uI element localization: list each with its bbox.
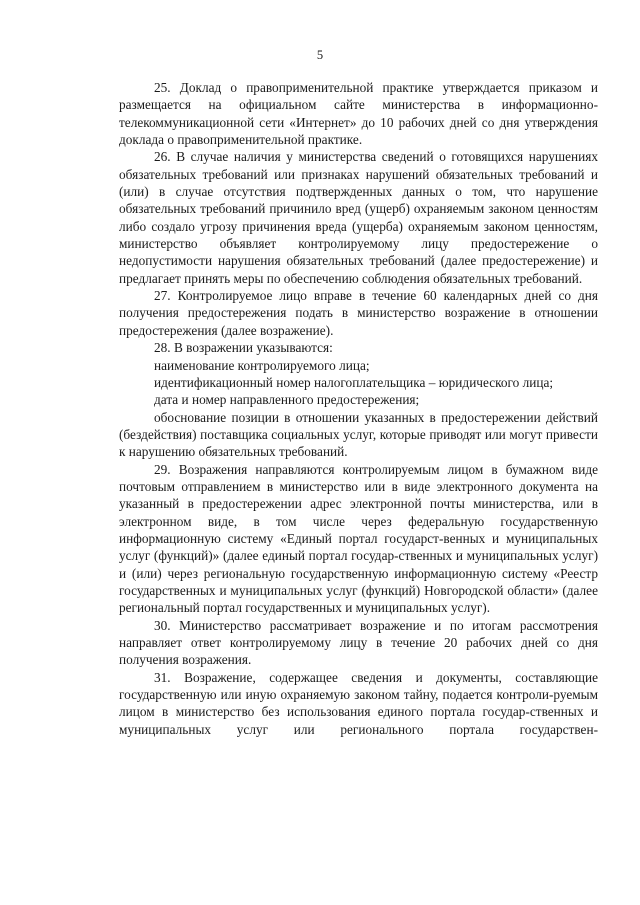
paragraph-30: 30. Министерство рассматривает возражение и по итогам рассмотрения направляет ответ контролируемому лицу в течение 20 рабочих дней со дня получения возражения. <box>119 617 598 668</box>
paragraph-27: 27. Контролируемое лицо вправе в течение 60 календарных дней со дня получения предостережения подать в министерство возражение в отношении предостережения (далее возражение). <box>119 288 598 338</box>
paragraph-29: 29. Возражения направляются контролируемым лицом в бумажном виде почтовым отправлением в министерство или в виде электронного документа на указанный в предостережении адрес электронной почты министерства, или в электронном виде, в том числе через федеральную государственную информационную систему «Единый портал государст-венных и муниципальных услуг (функций)» (далее единый портал государ-ственных и муниципальных услуг) и (или) через региональную государственную информационную систему «Реестр государственных и муниципальных услуг (функций) Новгородской области» (далее региональный портал государственных и муниципальных услуг). <box>119 461 598 616</box>
list-item-justification: обоснование позиции в отношении указанных в предостережении действий (бездействия) поставщика социальных услуг, которые приводят или могут привести к нарушению обязательных требований. <box>119 409 598 460</box>
list-item-name: наименование контролируемого лица; <box>154 357 370 373</box>
paragraph-28: 28. В возражении указываются: <box>154 340 333 356</box>
document-body <box>119 79 598 738</box>
list-item-date-number: дата и номер направленного предостережения; <box>154 392 420 408</box>
page-number: 5 <box>316 48 324 62</box>
paragraph-25: 25. Доклад о правоприменительной практике утверждается приказом и размещается на официальном сайте министерства в информационно-телекоммуникационной сети «Интернет» до 10 рабочих дней со дня утверждения доклада о правоприменительной практике. <box>119 80 598 148</box>
paragraph-31: 31. Возражение, содержащее сведения и документы, составляющие государственную или иную охраняемую законом тайну, подается контроли-руемым лицом в министерство без использования единого портала государ-ственных и муниципальных услуг или регионального портала государствен- <box>119 669 598 737</box>
list-item-inn: идентификационный номер налогоплательщика – юридического лица; <box>154 374 554 390</box>
paragraph-26: 26. В случае наличия у министерства сведений о готовящихся нарушениях обязательных требований или признаках нарушений обязательных требований и (или) в случае отсутствия подтвержденных данных о том, что нарушение обязательных требований причинило вред (ущерб) охраняемым законом ценностям либо создало угрозу причинения вреда (ущерба) охраняемым законом ценностям, министерство объявляет контролируемому лицу предостережение о недопустимости нарушения обязательных требований (далее предостережение) и предлагает принять меры по обеспечению соблюдения обязательных требований. <box>119 149 598 286</box>
